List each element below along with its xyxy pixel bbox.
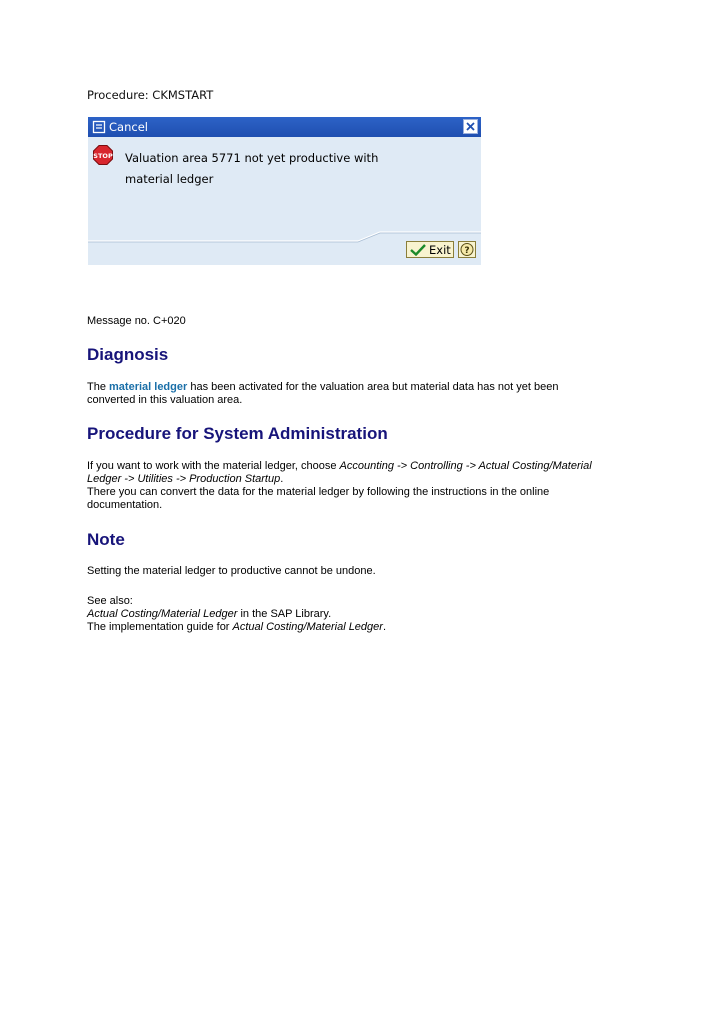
see-also: See also: Actual Costing/Material Ledger in the SAP Library. The implementation guide for Actual Costing/Material Ledger. [87, 595, 387, 633]
diagnosis-text: The material ledger has been activated for the valuation area but material data has not yet been converted in this valuation area. [87, 381, 559, 406]
message-line-1: Valuation area 5771 not yet productive with [125, 151, 379, 165]
procedure-label: Procedure: CKMSTART [87, 88, 214, 102]
checkmark-icon [410, 244, 426, 256]
close-icon [464, 120, 477, 133]
svg-text:?: ? [464, 246, 470, 256]
material-ledger-link[interactable]: material ledger [109, 381, 188, 393]
heading-diagnosis: Diagnosis [87, 345, 169, 364]
window-icon [92, 120, 106, 134]
dialog-title-bar[interactable] [88, 117, 481, 137]
heading-note: Note [87, 530, 125, 549]
dialog-title: Cancel [109, 120, 148, 134]
exit-label: Exit [429, 243, 451, 257]
exit-button[interactable] [406, 241, 454, 258]
note-text: Setting the material ledger to productive cannot be undone. [87, 565, 376, 577]
svg-text:STOP: STOP [93, 152, 113, 160]
help-button[interactable] [458, 241, 476, 258]
dialog-message [125, 148, 385, 190]
help-icon [460, 243, 474, 256]
message-number: Message no. C+020 [87, 315, 186, 327]
procedure-admin-text: If you want to work with the material ledger, choose Accounting -> Controlling -> Actual Costing/Material Ledger -> Utilities -> Production Startup. There you can convert the data for the material ledger by following the instructions in the online documentation. [87, 460, 592, 511]
cancel-dialog [88, 117, 481, 265]
close-button[interactable] [463, 119, 478, 134]
message-line-2: material ledger [125, 172, 214, 186]
heading-procedure-admin: Procedure for System Administration [87, 424, 388, 443]
stop-icon [93, 145, 113, 165]
